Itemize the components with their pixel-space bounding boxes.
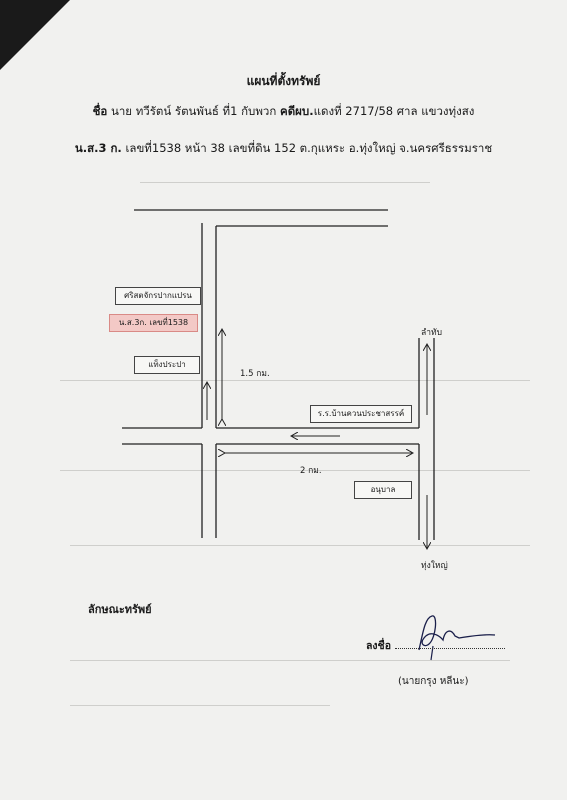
signature-dotted-line — [395, 648, 505, 649]
deed-details: เลขที่1538 หน้า 38 เลขที่ดิน 152 ต.กุแหระ อ.ทุ่งใหญ่ จ.นครศรีธรรมราช — [121, 141, 493, 155]
document-title: แผนที่ตั้งทรัพย์ — [246, 74, 321, 88]
school-landmark: ร.ร.บ้านควนประชาสรรค์ — [310, 405, 412, 423]
deed-type: น.ส.3 ก. — [74, 141, 122, 155]
signature-line — [366, 637, 505, 654]
direction-arrows — [207, 330, 427, 548]
case-number: แดงที่ 2717/58 ศาล แขวงทุ่งสง — [313, 104, 475, 118]
distance-label-2: 2 กม. — [300, 466, 322, 476]
signer-name: (นายกรุง หลีนะ) — [398, 676, 469, 687]
owner-name: นาย ทวีรัตน์ รัตนพันธ์ ที่1 กับพวก — [107, 104, 280, 118]
distance-label-1: 1.5 กม. — [240, 369, 270, 379]
signature-scribble — [405, 610, 497, 662]
church-landmark: ศริสตจักรปากแปรน — [115, 287, 201, 305]
kindergarten-landmark: อนุบาล — [354, 481, 412, 499]
name-label: ชื่อ — [92, 104, 108, 118]
case-label: คดีผบ. — [280, 104, 314, 118]
property-heading: ลักษณะทรัพย์ — [88, 603, 152, 616]
south-destination: ทุ่งใหญ่ — [421, 561, 448, 571]
signature-label: ลงชื่อ — [366, 640, 391, 652]
parcel-marker: น.ส.3ก. เลขที่1538 — [109, 314, 198, 332]
north-destination: ลำทับ — [421, 328, 442, 338]
water-tank-landmark: แท็งประปา — [134, 356, 200, 374]
